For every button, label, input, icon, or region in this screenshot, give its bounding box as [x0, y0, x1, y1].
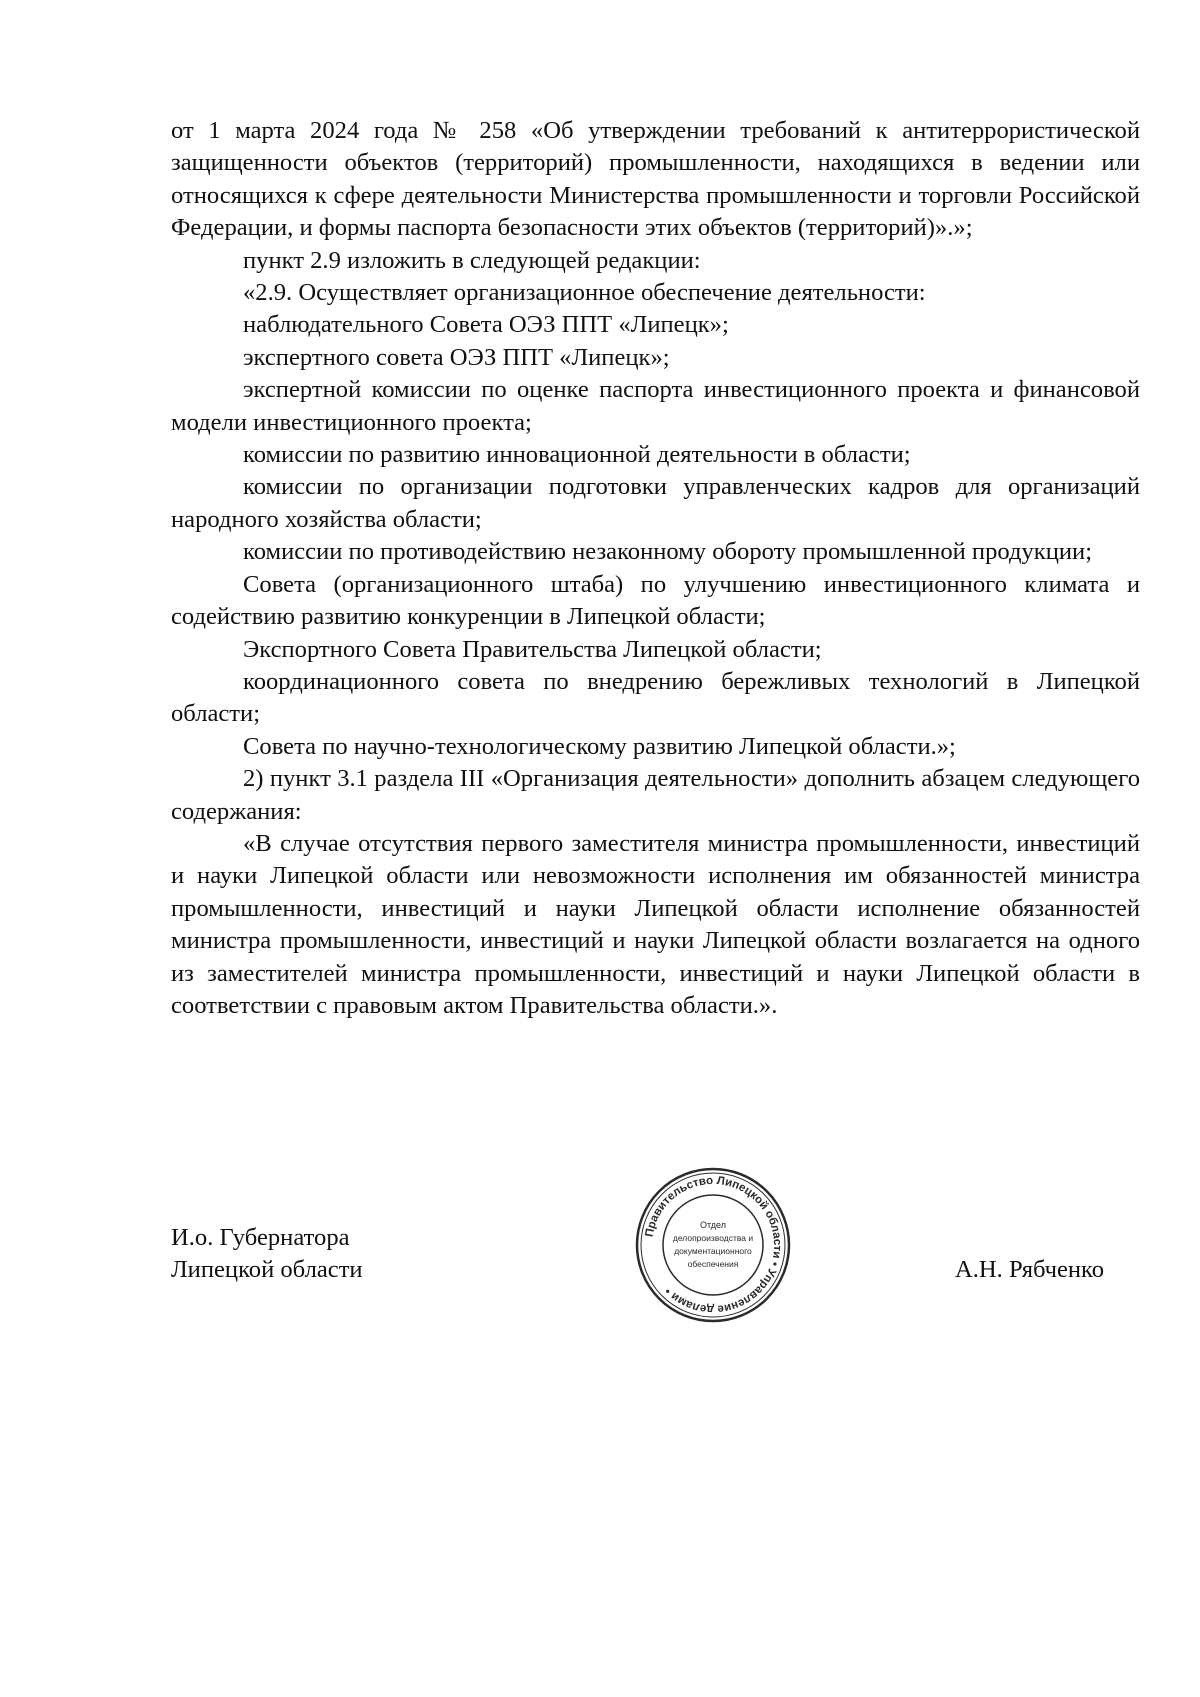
- stamp-center-line3: документационного: [674, 1246, 752, 1256]
- list-item: комиссии по организации подготовки управленческих кадров для организаций народного хозяйства области;: [171, 473, 1140, 533]
- document-body: [171, 115, 1140, 1022]
- list-item: комиссии по противодействию незаконному обороту промышленной продукции;: [243, 538, 1093, 566]
- official-stamp: [634, 1166, 792, 1324]
- stamp-inner-ring: [663, 1195, 763, 1295]
- paragraph-decree-reference: от 1 марта 2024 года № 258 «Об утверждении требований к антитеррористической защищенности объектов (территорий) промышленности, находящихся в ведении или относящихся к сфере деятельности Министерства промышленности и торговли Российской Федерации, и формы паспорта безопасности этих объектов (территорий)».»;: [171, 117, 1140, 242]
- signature-title-line2: Липецкой области: [171, 1256, 363, 1284]
- list-item: Совета (организационного штаба) по улучшению инвестиционного климата и содействию развитию конкуренции в Липецкой области;: [171, 570, 1140, 631]
- signature-title: [171, 1222, 363, 1287]
- paragraph-point-2-9-intro: пункт 2.9 изложить в следующей редакции:: [243, 246, 701, 274]
- stamp-center-line4: обеспечения: [687, 1259, 739, 1269]
- stamp-outer-ring: [637, 1169, 789, 1321]
- stamp-seal-icon: [634, 1166, 792, 1324]
- list-item: наблюдательного Совета ОЭЗ ППТ «Липецк»;: [243, 311, 729, 339]
- signatory-name: А.Н. Рябченко: [955, 1256, 1105, 1283]
- signature-title-line1: И.о. Губернатора: [171, 1224, 350, 1251]
- paragraph-point-3-1-text: «В случае отсутствия первого заместителя министра промышленности, инвестиций и науки Липецкой области или невозможности исполнения им обязанностей министра промышленности, инвестиций и науки Липецкой области исполнение обязанностей министра промышленности, инвестиций и науки Липецкой области возлагается на одного из заместителей министра промышленности, инвестиций и науки Липецкой области в соответствии с правовым актом Правительства области.».: [171, 829, 1140, 1019]
- list-item: координационного совета по внедрению бережливых технологий в Липецкой области;: [171, 667, 1140, 728]
- list-item: Экспортного Совета Правительства Липецкой области;: [243, 635, 822, 663]
- list-item: экспертной комиссии по оценке паспорта инвестиционного проекта и финансовой модели инвестиционного проекта;: [171, 376, 1140, 436]
- list-item: комиссии по развитию инновационной деятельности в области;: [243, 441, 911, 469]
- list-item: экспертного совета ОЭЗ ППТ «Липецк»;: [243, 343, 670, 371]
- stamp-center-line1: Отдел: [699, 1220, 727, 1230]
- stamp-ring-text: Правительство Липецкой области • Управление делами •: [643, 1174, 784, 1316]
- paragraph-point-3-1: 2) пункт 3.1 раздела III «Организация деятельности» дополнить абзацем следующего содержания:: [171, 765, 1140, 825]
- list-item: Совета по научно-технологическому развитию Липецкой области.»;: [243, 732, 956, 760]
- paragraph-point-2-9-text: «2.9. Осуществляет организационное обеспечение деятельности:: [243, 279, 926, 307]
- stamp-center-line2: делопроизводства и: [672, 1233, 754, 1243]
